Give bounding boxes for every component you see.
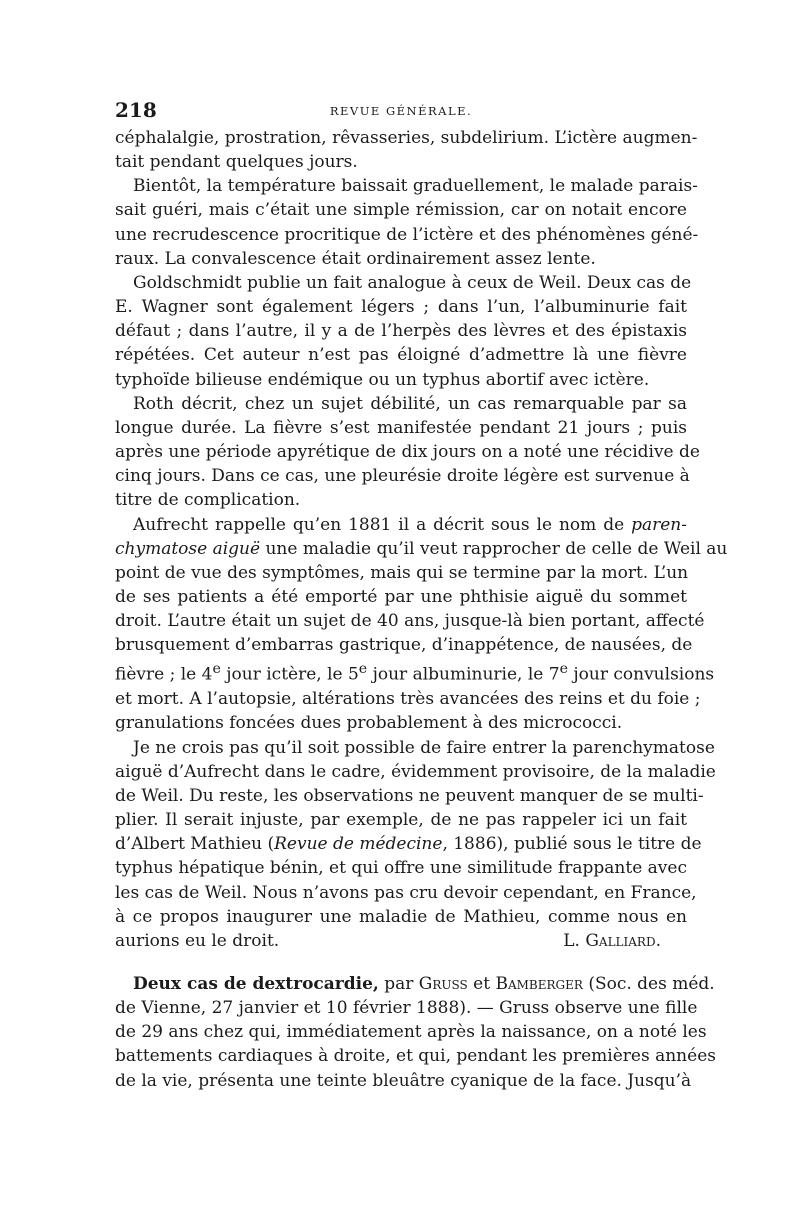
text-line: tait pendant quelques jours. <box>115 152 358 173</box>
author-signature: L. Galliard. <box>563 930 661 951</box>
text-line: une recrudescence procritique de l’ictère et des phénomènes géné- <box>115 224 699 245</box>
section-gap <box>115 953 687 972</box>
page-number: 218 <box>115 98 157 122</box>
text-line: Roth décrit, chez un sujet débilité, un cas remarquable par sa <box>133 393 687 414</box>
text-line: droit. L’autre était un sujet de 40 ans, jusque-là bien portant, affecté <box>115 611 705 632</box>
text-line: Goldschmidt publie un fait analogue à ceux de Weil. Deux cas de <box>133 272 692 293</box>
text-line: et mort. A l’autopsie, altérations très avancées des reins et du foie ; <box>115 689 701 710</box>
text-run: Aufrecht rappelle qu’en 1881 il a décrit sous le nom de <box>133 514 632 535</box>
text-run: aurions eu le droit. <box>115 930 280 951</box>
text-line <box>115 513 687 537</box>
text-line: granulations foncées dues probablement à des micrococci. <box>115 713 623 734</box>
text-run: jour albuminurie, le 7 <box>367 665 560 686</box>
text-run: jour ictère, le 5 <box>220 665 359 686</box>
text-line: de Weil. Du reste, les observations ne peuvent manquer de se multi- <box>115 785 704 806</box>
text-run: fièvre ; le 4 <box>115 665 213 686</box>
text-line: défaut ; dans l’autre, il y a de l’herpès des lèvres et des épistaxis <box>115 321 687 342</box>
text-run: jour convulsions <box>567 665 715 686</box>
text-line: aiguë d’Aufrecht dans le cadre, évidemment provisoire, de la maladie <box>115 761 716 782</box>
text-line: cinq jours. Dans ce cas, une pleurésie droite légère est survenue à <box>115 466 690 487</box>
article-entry <box>115 972 716 1093</box>
text-line: à ce propos inaugurer une maladie de Mathieu, comme nous en <box>115 906 687 927</box>
text-run: , 1886), publié sous le titre de <box>442 834 702 855</box>
text-line: plier. Il serait injuste, par exemple, de ne pas rappeler ici un fait <box>115 810 687 831</box>
text-line <box>115 972 715 996</box>
text-line: après une période apyrétique de dix jours on a noté une récidive de <box>115 442 700 463</box>
text-line <box>115 929 687 953</box>
text-line: typhoïde bilieuse endémique ou un typhus abortif avec ictère. <box>115 369 650 390</box>
paragraph <box>115 174 699 271</box>
text-line: longue durée. La fièvre s’est manifestée pendant 21 jours ; puis <box>115 417 687 438</box>
paragraph <box>115 392 700 513</box>
author-name: Bamberger <box>495 973 583 994</box>
page-header <box>115 98 687 126</box>
text-line: Bientôt, la température baissait graduellement, le malade parais- <box>133 176 698 197</box>
text-line: de la vie, présenta une teinte bleuâtre cyanique de la face. Jusqu’à <box>115 1070 692 1091</box>
text-run: (Soc. des méd. <box>582 973 715 994</box>
text-line: les cas de Weil. Nous n’avons pas cru devoir cependant, en France, <box>115 882 697 903</box>
text-line: E. Wagner sont également légers ; dans l’un, l’albuminurie fait <box>115 297 687 318</box>
text-line: battements cardiaques à droite, et qui, pendant les premières années <box>115 1046 716 1067</box>
running-head: REVUE GÉNÉRALE. <box>329 104 473 118</box>
text-line: typhus hépatique bénin, et qui offre une similitude frappante avec <box>115 858 687 879</box>
author-name: Gruss <box>418 973 468 994</box>
text-run: une maladie qu’il veut rapprocher de celle de Weil au <box>260 538 728 559</box>
text-line <box>115 832 702 856</box>
paragraph <box>115 126 698 174</box>
body-text <box>115 126 728 1093</box>
text-line: répétées. Cet auteur n’est pas éloigné d’admettre là une fièvre <box>115 345 687 366</box>
text-run: d’Albert Mathieu ( <box>115 834 275 855</box>
paragraph <box>115 271 692 392</box>
ordinal-suffix: e <box>212 661 221 678</box>
ordinal-suffix: e <box>358 661 368 678</box>
text-line <box>115 537 728 561</box>
text-line <box>115 657 715 687</box>
text-line: de 29 ans chez qui, immédiatement après la naissance, on a noté les <box>115 1022 707 1043</box>
text-line: titre de complication. <box>115 490 301 511</box>
text-run: par <box>378 973 419 994</box>
ordinal-suffix: e <box>559 661 568 678</box>
italic-term: paren- <box>631 514 687 535</box>
text-line: sait guéri, mais c’était une simple rémission, car on notait encore <box>115 200 687 221</box>
text-line: de Vienne, 27 janvier et 10 février 1888). — Gruss observe une fille <box>115 998 698 1019</box>
text-line: raux. La convalescence était ordinairement assez lente. <box>115 248 596 269</box>
article-title: Deux cas de dextrocardie, <box>133 973 379 994</box>
text-line: de ses patients a été emporté par une phthisie aiguë du sommet <box>115 586 687 607</box>
paragraph <box>115 736 716 953</box>
paragraph <box>115 513 728 736</box>
text-line: céphalalgie, prostration, rêvasseries, subdelirium. L’ictère augmen- <box>115 128 698 148</box>
italic-term: chymatose aiguë <box>115 538 261 559</box>
text-line: point de vue des symptômes, mais qui se termine par la mort. L’un <box>115 562 689 583</box>
text-line: Je ne crois pas qu’il soit possible de faire entrer la parenchymatose <box>133 737 715 758</box>
text-line: brusquement d’embarras gastrique, d’inappétence, de nausées, de <box>115 635 693 656</box>
text-run: et <box>467 973 496 994</box>
journal-title: Revue de médecine <box>274 834 443 855</box>
